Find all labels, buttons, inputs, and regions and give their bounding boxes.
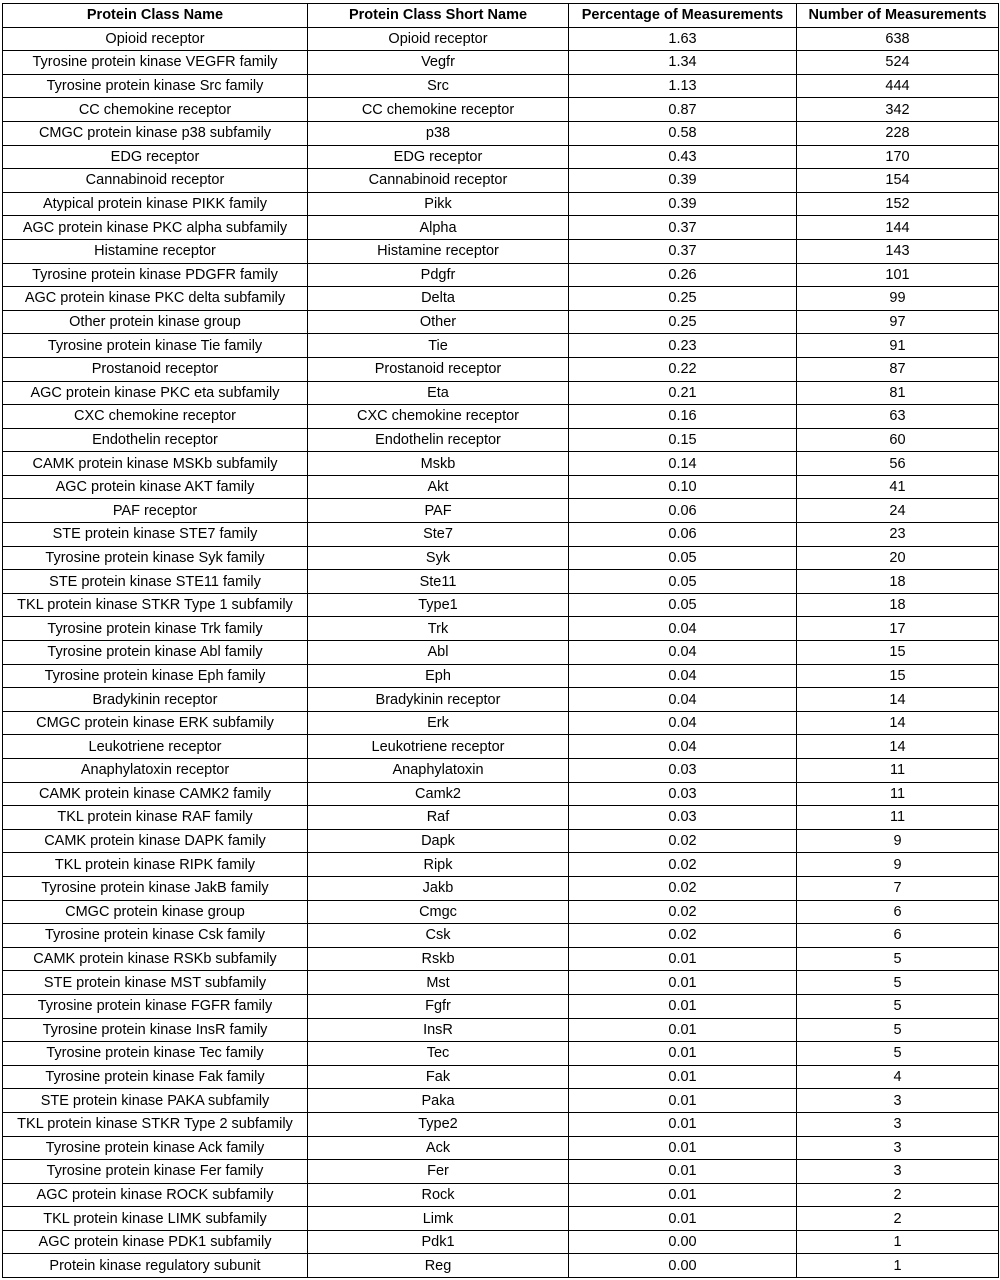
protein-class-name-cell: TKL protein kinase RIPK family	[3, 853, 308, 877]
percentage-cell: 0.04	[569, 711, 797, 735]
short-name-cell: Tie	[308, 334, 569, 358]
percentage-cell: 0.04	[569, 641, 797, 665]
protein-class-name-cell: CAMK protein kinase DAPK family	[3, 829, 308, 853]
percentage-cell: 1.13	[569, 74, 797, 98]
table-row	[3, 546, 999, 570]
percentage-cell: 0.01	[569, 1042, 797, 1066]
header-number-of-measurements: Number of Measurements	[797, 4, 999, 28]
short-name-cell: Trk	[308, 617, 569, 641]
table-row	[3, 1254, 999, 1278]
percentage-cell: 0.01	[569, 1136, 797, 1160]
short-name-cell: Rock	[308, 1183, 569, 1207]
percentage-cell: 0.01	[569, 1160, 797, 1184]
table-row	[3, 405, 999, 429]
count-cell: 63	[797, 405, 999, 429]
table-row	[3, 829, 999, 853]
percentage-cell: 0.05	[569, 570, 797, 594]
percentage-cell: 0.01	[569, 1112, 797, 1136]
table-row	[3, 428, 999, 452]
percentage-cell: 0.01	[569, 1018, 797, 1042]
count-cell: 7	[797, 876, 999, 900]
short-name-cell: Limk	[308, 1207, 569, 1231]
table-row	[3, 664, 999, 688]
short-name-cell: Histamine receptor	[308, 239, 569, 263]
percentage-cell: 0.03	[569, 806, 797, 830]
count-cell: 91	[797, 334, 999, 358]
protein-class-name-cell: Tyrosine protein kinase Fer family	[3, 1160, 308, 1184]
count-cell: 41	[797, 475, 999, 499]
header-percentage-of-measurements: Percentage of Measurements	[569, 4, 797, 28]
count-cell: 14	[797, 711, 999, 735]
table-row	[3, 900, 999, 924]
short-name-cell: Other	[308, 310, 569, 334]
protein-class-name-cell: PAF receptor	[3, 499, 308, 523]
short-name-cell: Tec	[308, 1042, 569, 1066]
count-cell: 17	[797, 617, 999, 641]
table-row	[3, 98, 999, 122]
protein-class-table	[2, 3, 999, 1278]
table-row	[3, 1018, 999, 1042]
table-row	[3, 287, 999, 311]
protein-class-name-cell: CAMK protein kinase RSKb subfamily	[3, 947, 308, 971]
protein-class-name-cell: Histamine receptor	[3, 239, 308, 263]
short-name-cell: Type2	[308, 1112, 569, 1136]
short-name-cell: Ste7	[308, 523, 569, 547]
count-cell: 5	[797, 1018, 999, 1042]
protein-class-name-cell: Other protein kinase group	[3, 310, 308, 334]
protein-class-name-cell: Tyrosine protein kinase JakB family	[3, 876, 308, 900]
percentage-cell: 0.04	[569, 688, 797, 712]
table-row	[3, 593, 999, 617]
count-cell: 14	[797, 735, 999, 759]
protein-class-name-cell: TKL protein kinase STKR Type 2 subfamily	[3, 1112, 308, 1136]
table-row	[3, 876, 999, 900]
protein-class-name-cell: Tyrosine protein kinase PDGFR family	[3, 263, 308, 287]
percentage-cell: 0.05	[569, 546, 797, 570]
short-name-cell: Mskb	[308, 452, 569, 476]
protein-class-name-cell: Opioid receptor	[3, 27, 308, 51]
percentage-cell: 0.01	[569, 1183, 797, 1207]
table-row	[3, 1183, 999, 1207]
protein-class-name-cell: AGC protein kinase ROCK subfamily	[3, 1183, 308, 1207]
percentage-cell: 0.43	[569, 145, 797, 169]
percentage-cell: 1.63	[569, 27, 797, 51]
protein-class-name-cell: CMGC protein kinase ERK subfamily	[3, 711, 308, 735]
short-name-cell: Paka	[308, 1089, 569, 1113]
percentage-cell: 0.10	[569, 475, 797, 499]
protein-class-name-cell: Tyrosine protein kinase FGFR family	[3, 994, 308, 1018]
table-row	[3, 74, 999, 98]
short-name-cell: Delta	[308, 287, 569, 311]
table-row	[3, 924, 999, 948]
count-cell: 154	[797, 169, 999, 193]
percentage-cell: 0.00	[569, 1230, 797, 1254]
table-row	[3, 688, 999, 712]
protein-class-name-cell: Tyrosine protein kinase Tie family	[3, 334, 308, 358]
short-name-cell: Endothelin receptor	[308, 428, 569, 452]
percentage-cell: 0.39	[569, 192, 797, 216]
protein-class-name-cell: CC chemokine receptor	[3, 98, 308, 122]
protein-class-name-cell: Tyrosine protein kinase Ack family	[3, 1136, 308, 1160]
percentage-cell: 1.34	[569, 51, 797, 75]
table-row	[3, 51, 999, 75]
count-cell: 101	[797, 263, 999, 287]
count-cell: 87	[797, 357, 999, 381]
short-name-cell: p38	[308, 121, 569, 145]
protein-class-name-cell: Tyrosine protein kinase InsR family	[3, 1018, 308, 1042]
protein-class-name-cell: Tyrosine protein kinase Eph family	[3, 664, 308, 688]
table-row	[3, 499, 999, 523]
protein-class-name-cell: STE protein kinase MST subfamily	[3, 971, 308, 995]
percentage-cell: 0.06	[569, 523, 797, 547]
count-cell: 9	[797, 829, 999, 853]
count-cell: 20	[797, 546, 999, 570]
short-name-cell: Jakb	[308, 876, 569, 900]
percentage-cell: 0.06	[569, 499, 797, 523]
percentage-cell: 0.01	[569, 1207, 797, 1231]
count-cell: 6	[797, 900, 999, 924]
table-row	[3, 1207, 999, 1231]
short-name-cell: Cannabinoid receptor	[308, 169, 569, 193]
percentage-cell: 0.04	[569, 617, 797, 641]
percentage-cell: 0.02	[569, 853, 797, 877]
protein-class-name-cell: AGC protein kinase PDK1 subfamily	[3, 1230, 308, 1254]
table-row	[3, 1136, 999, 1160]
short-name-cell: Ripk	[308, 853, 569, 877]
count-cell: 11	[797, 806, 999, 830]
count-cell: 15	[797, 641, 999, 665]
count-cell: 1	[797, 1230, 999, 1254]
table-row	[3, 334, 999, 358]
count-cell: 144	[797, 216, 999, 240]
percentage-cell: 0.02	[569, 829, 797, 853]
table-row	[3, 192, 999, 216]
protein-class-name-cell: AGC protein kinase PKC eta subfamily	[3, 381, 308, 405]
short-name-cell: Type1	[308, 593, 569, 617]
percentage-cell: 0.15	[569, 428, 797, 452]
table-row	[3, 310, 999, 334]
protein-class-name-cell: Tyrosine protein kinase Csk family	[3, 924, 308, 948]
table-row	[3, 239, 999, 263]
short-name-cell: Ste11	[308, 570, 569, 594]
percentage-cell: 0.16	[569, 405, 797, 429]
count-cell: 5	[797, 1042, 999, 1066]
table-row	[3, 806, 999, 830]
count-cell: 3	[797, 1136, 999, 1160]
short-name-cell: Fak	[308, 1065, 569, 1089]
count-cell: 152	[797, 192, 999, 216]
protein-class-name-cell: Protein kinase regulatory subunit	[3, 1254, 308, 1278]
short-name-cell: Fer	[308, 1160, 569, 1184]
count-cell: 9	[797, 853, 999, 877]
protein-class-name-cell: Tyrosine protein kinase Syk family	[3, 546, 308, 570]
short-name-cell: Mst	[308, 971, 569, 995]
protein-class-name-cell: TKL protein kinase STKR Type 1 subfamily	[3, 593, 308, 617]
short-name-cell: Pikk	[308, 192, 569, 216]
protein-class-name-cell: Tyrosine protein kinase Tec family	[3, 1042, 308, 1066]
table-row	[3, 994, 999, 1018]
percentage-cell: 0.21	[569, 381, 797, 405]
short-name-cell: Leukotriene receptor	[308, 735, 569, 759]
short-name-cell: Rskb	[308, 947, 569, 971]
short-name-cell: Ack	[308, 1136, 569, 1160]
short-name-cell: Fgfr	[308, 994, 569, 1018]
count-cell: 18	[797, 570, 999, 594]
count-cell: 1	[797, 1254, 999, 1278]
protein-class-name-cell: CAMK protein kinase MSKb subfamily	[3, 452, 308, 476]
percentage-cell: 0.01	[569, 971, 797, 995]
short-name-cell: Raf	[308, 806, 569, 830]
percentage-cell: 0.03	[569, 759, 797, 783]
count-cell: 342	[797, 98, 999, 122]
short-name-cell: InsR	[308, 1018, 569, 1042]
table-row	[3, 947, 999, 971]
protein-class-name-cell: STE protein kinase PAKA subfamily	[3, 1089, 308, 1113]
count-cell: 5	[797, 971, 999, 995]
count-cell: 638	[797, 27, 999, 51]
count-cell: 444	[797, 74, 999, 98]
percentage-cell: 0.37	[569, 216, 797, 240]
table-row	[3, 971, 999, 995]
short-name-cell: Dapk	[308, 829, 569, 853]
percentage-cell: 0.22	[569, 357, 797, 381]
protein-class-name-cell: AGC protein kinase AKT family	[3, 475, 308, 499]
protein-class-name-cell: CMGC protein kinase p38 subfamily	[3, 121, 308, 145]
short-name-cell: Prostanoid receptor	[308, 357, 569, 381]
percentage-cell: 0.05	[569, 593, 797, 617]
percentage-cell: 0.14	[569, 452, 797, 476]
percentage-cell: 0.39	[569, 169, 797, 193]
short-name-cell: Erk	[308, 711, 569, 735]
percentage-cell: 0.26	[569, 263, 797, 287]
short-name-cell: Syk	[308, 546, 569, 570]
count-cell: 23	[797, 523, 999, 547]
percentage-cell: 0.04	[569, 735, 797, 759]
table-row	[3, 1230, 999, 1254]
percentage-cell: 0.01	[569, 1089, 797, 1113]
short-name-cell: Bradykinin receptor	[308, 688, 569, 712]
protein-class-name-cell: EDG receptor	[3, 145, 308, 169]
short-name-cell: Reg	[308, 1254, 569, 1278]
short-name-cell: Pdgfr	[308, 263, 569, 287]
table-row	[3, 169, 999, 193]
protein-class-name-cell: Tyrosine protein kinase Fak family	[3, 1065, 308, 1089]
protein-class-name-cell: Leukotriene receptor	[3, 735, 308, 759]
short-name-cell: EDG receptor	[308, 145, 569, 169]
short-name-cell: Alpha	[308, 216, 569, 240]
protein-class-name-cell: STE protein kinase STE11 family	[3, 570, 308, 594]
count-cell: 524	[797, 51, 999, 75]
count-cell: 3	[797, 1112, 999, 1136]
header-protein-class-name: Protein Class Name	[3, 4, 308, 28]
short-name-cell: Vegfr	[308, 51, 569, 75]
protein-class-name-cell: Prostanoid receptor	[3, 357, 308, 381]
header-protein-class-short-name: Protein Class Short Name	[308, 4, 569, 28]
table-row	[3, 617, 999, 641]
table-row	[3, 1160, 999, 1184]
count-cell: 99	[797, 287, 999, 311]
count-cell: 3	[797, 1089, 999, 1113]
table-row	[3, 523, 999, 547]
count-cell: 14	[797, 688, 999, 712]
count-cell: 97	[797, 310, 999, 334]
percentage-cell: 0.02	[569, 876, 797, 900]
protein-class-name-cell: Tyrosine protein kinase VEGFR family	[3, 51, 308, 75]
protein-class-name-cell: Tyrosine protein kinase Abl family	[3, 641, 308, 665]
count-cell: 2	[797, 1207, 999, 1231]
count-cell: 15	[797, 664, 999, 688]
short-name-cell: Eph	[308, 664, 569, 688]
table-row	[3, 121, 999, 145]
table-row	[3, 145, 999, 169]
percentage-cell: 0.01	[569, 994, 797, 1018]
count-cell: 11	[797, 782, 999, 806]
percentage-cell: 0.58	[569, 121, 797, 145]
percentage-cell: 0.01	[569, 947, 797, 971]
percentage-cell: 0.25	[569, 310, 797, 334]
protein-class-name-cell: Tyrosine protein kinase Trk family	[3, 617, 308, 641]
percentage-cell: 0.87	[569, 98, 797, 122]
table-row	[3, 782, 999, 806]
protein-class-name-cell: Bradykinin receptor	[3, 688, 308, 712]
count-cell: 11	[797, 759, 999, 783]
percentage-cell: 0.23	[569, 334, 797, 358]
count-cell: 6	[797, 924, 999, 948]
table-row	[3, 735, 999, 759]
count-cell: 170	[797, 145, 999, 169]
protein-class-name-cell: TKL protein kinase RAF family	[3, 806, 308, 830]
short-name-cell: Opioid receptor	[308, 27, 569, 51]
table-row	[3, 570, 999, 594]
table-row	[3, 641, 999, 665]
short-name-cell: Csk	[308, 924, 569, 948]
short-name-cell: CXC chemokine receptor	[308, 405, 569, 429]
protein-class-name-cell: CMGC protein kinase group	[3, 900, 308, 924]
short-name-cell: Abl	[308, 641, 569, 665]
table-row	[3, 357, 999, 381]
protein-class-name-cell: CAMK protein kinase CAMK2 family	[3, 782, 308, 806]
table-row	[3, 263, 999, 287]
table-row	[3, 1042, 999, 1066]
percentage-cell: 0.25	[569, 287, 797, 311]
short-name-cell: CC chemokine receptor	[308, 98, 569, 122]
protein-class-name-cell: TKL protein kinase LIMK subfamily	[3, 1207, 308, 1231]
percentage-cell: 0.04	[569, 664, 797, 688]
short-name-cell: Anaphylatoxin	[308, 759, 569, 783]
percentage-cell: 0.00	[569, 1254, 797, 1278]
table-row	[3, 452, 999, 476]
count-cell: 18	[797, 593, 999, 617]
short-name-cell: Camk2	[308, 782, 569, 806]
table-row	[3, 711, 999, 735]
short-name-cell: Cmgc	[308, 900, 569, 924]
protein-class-name-cell: Anaphylatoxin receptor	[3, 759, 308, 783]
count-cell: 5	[797, 947, 999, 971]
table-body	[3, 27, 999, 1277]
table-row	[3, 475, 999, 499]
count-cell: 5	[797, 994, 999, 1018]
short-name-cell: Akt	[308, 475, 569, 499]
table-row	[3, 1089, 999, 1113]
count-cell: 2	[797, 1183, 999, 1207]
table-row	[3, 853, 999, 877]
percentage-cell: 0.01	[569, 1065, 797, 1089]
protein-class-name-cell: AGC protein kinase PKC delta subfamily	[3, 287, 308, 311]
protein-class-name-cell: Tyrosine protein kinase Src family	[3, 74, 308, 98]
protein-class-name-cell: STE protein kinase STE7 family	[3, 523, 308, 547]
count-cell: 228	[797, 121, 999, 145]
header-row	[3, 4, 999, 28]
protein-class-name-cell: CXC chemokine receptor	[3, 405, 308, 429]
count-cell: 60	[797, 428, 999, 452]
short-name-cell: PAF	[308, 499, 569, 523]
percentage-cell: 0.02	[569, 924, 797, 948]
short-name-cell: Pdk1	[308, 1230, 569, 1254]
count-cell: 143	[797, 239, 999, 263]
count-cell: 4	[797, 1065, 999, 1089]
count-cell: 24	[797, 499, 999, 523]
protein-class-name-cell: Cannabinoid receptor	[3, 169, 308, 193]
short-name-cell: Eta	[308, 381, 569, 405]
count-cell: 81	[797, 381, 999, 405]
percentage-cell: 0.02	[569, 900, 797, 924]
table-row	[3, 381, 999, 405]
table-row	[3, 1112, 999, 1136]
table-row	[3, 1065, 999, 1089]
table-row	[3, 27, 999, 51]
table-row	[3, 216, 999, 240]
protein-class-name-cell: Endothelin receptor	[3, 428, 308, 452]
percentage-cell: 0.03	[569, 782, 797, 806]
protein-class-name-cell: Atypical protein kinase PIKK family	[3, 192, 308, 216]
count-cell: 3	[797, 1160, 999, 1184]
table-row	[3, 759, 999, 783]
short-name-cell: Src	[308, 74, 569, 98]
count-cell: 56	[797, 452, 999, 476]
percentage-cell: 0.37	[569, 239, 797, 263]
protein-class-name-cell: AGC protein kinase PKC alpha subfamily	[3, 216, 308, 240]
